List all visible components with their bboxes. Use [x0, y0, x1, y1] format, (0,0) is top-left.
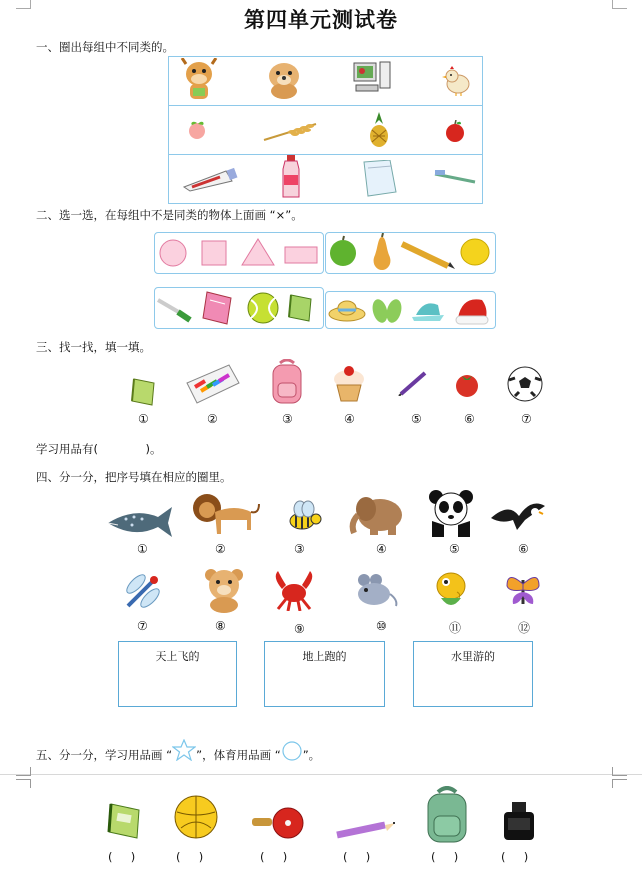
dog-image[interactable] — [265, 60, 303, 100]
soccer-ball-image[interactable] — [507, 366, 543, 402]
pen-image[interactable] — [398, 370, 428, 396]
page-title: 第四单元测试卷 — [244, 7, 398, 32]
q5-text-after: ”。 — [302, 748, 321, 762]
cap-image[interactable] — [410, 297, 446, 325]
q3-number-1: ① — [138, 412, 149, 426]
q5-paren-4[interactable]: ( ) — [343, 850, 371, 864]
dragonfly-image[interactable] — [122, 572, 162, 612]
category-label-sky: 天上飞的 — [155, 650, 200, 663]
q5-paren-2[interactable]: ( ) — [176, 850, 204, 864]
whale-shark-image[interactable] — [104, 505, 174, 539]
category-box-sky[interactable] — [118, 641, 237, 707]
backpack-image[interactable] — [270, 359, 304, 405]
question-5-text — [36, 747, 320, 763]
straw-hat-image[interactable] — [328, 296, 366, 322]
towel-image[interactable] — [362, 160, 398, 198]
q4-number-7: ⑦ — [137, 619, 148, 633]
q4-number-8: ⑧ — [215, 619, 226, 633]
tomato-image[interactable] — [453, 370, 481, 398]
lobster-image[interactable] — [268, 567, 320, 611]
q5-pencil-image[interactable] — [335, 819, 397, 839]
book-image[interactable] — [130, 377, 158, 407]
chicken-image[interactable] — [442, 66, 472, 96]
wheat-image[interactable] — [262, 122, 318, 142]
square-shape[interactable] — [201, 240, 227, 266]
butterfly-image[interactable] — [503, 570, 543, 610]
q4-number-12: ⑫ — [518, 621, 531, 635]
page-corner-left — [16, 767, 31, 776]
toothbrush-image[interactable] — [433, 170, 477, 186]
lion-image[interactable] — [191, 490, 261, 540]
green-apple-image[interactable] — [328, 235, 358, 267]
q4-number-4: ④ — [376, 542, 387, 556]
mouse-image[interactable] — [350, 572, 400, 608]
crayons-image[interactable] — [183, 363, 241, 407]
knife-image[interactable] — [156, 296, 192, 324]
q5-text-before: 五、分一分，学习用品画 “ — [36, 748, 173, 762]
question-1-text: 一、圈出每组中不同类的。 — [36, 40, 174, 54]
top-rule-left — [16, 0, 31, 9]
cow-image[interactable] — [178, 58, 220, 102]
q3-number-2: ② — [207, 412, 218, 426]
lemon-image[interactable] — [459, 237, 491, 267]
q3-number-7: ⑦ — [521, 412, 532, 426]
slippers-image[interactable] — [370, 298, 404, 324]
panda-image[interactable] — [426, 489, 476, 539]
computer-image[interactable] — [352, 61, 394, 95]
question-2-text: 二、选一选，在每组中不是同类的物体上面画 “×”。 — [36, 208, 303, 222]
triangle-shape[interactable] — [241, 238, 275, 266]
q4-number-11: ⑪ — [449, 621, 462, 635]
q5-book-image[interactable] — [105, 800, 145, 840]
q5-paren-3[interactable]: ( ) — [260, 850, 288, 864]
q3-number-3: ③ — [282, 412, 293, 426]
pencil-image[interactable] — [400, 240, 456, 270]
q3-number-4: ④ — [344, 412, 355, 426]
q5-text-middle: ”，体育用品画 “ — [196, 748, 281, 762]
toothpaste-image[interactable] — [182, 167, 238, 193]
pineapple-image[interactable] — [367, 112, 391, 148]
category-label-water: 水里游的 — [451, 650, 495, 663]
fish-image[interactable] — [431, 568, 471, 612]
q4-number-3: ③ — [294, 542, 305, 556]
page-corner-right-2 — [612, 779, 627, 788]
rectangle-shape[interactable] — [284, 246, 318, 264]
q4-number-2: ② — [215, 542, 226, 556]
q3-answer-line[interactable]: 学习用品有( )。 — [36, 442, 162, 456]
eagle-image[interactable] — [489, 498, 547, 534]
elephant-image[interactable] — [348, 493, 406, 537]
apple-image[interactable] — [444, 120, 466, 142]
category-box-water[interactable] — [413, 641, 533, 707]
page-corner-left-2 — [16, 779, 31, 788]
question-3-text: 三、找一找，填一填。 — [36, 340, 151, 354]
page-break-line — [0, 774, 642, 775]
ping-pong-paddle-image[interactable] — [250, 806, 306, 840]
bee-image[interactable] — [280, 499, 324, 535]
q4-number-10: ⑩ — [376, 619, 387, 633]
q3-number-6: ⑥ — [464, 412, 475, 426]
q5-paren-1[interactable]: ( ) — [108, 850, 136, 864]
category-label-land: 地上跑的 — [302, 650, 347, 663]
yogurt-bottle-image[interactable] — [281, 155, 301, 199]
bear-cub-image[interactable] — [202, 567, 246, 613]
circle-shape[interactable] — [159, 239, 187, 267]
star-icon — [172, 739, 196, 761]
volleyball-image[interactable] — [173, 794, 219, 840]
q4-number-5: ⑤ — [449, 542, 460, 556]
top-rule-right — [612, 0, 627, 9]
q4-number-6: ⑥ — [518, 542, 529, 556]
santa-hat-image[interactable] — [452, 294, 492, 326]
q5-paren-6[interactable]: ( ) — [501, 850, 529, 864]
tennis-ball-image[interactable] — [247, 292, 279, 324]
pear-image[interactable] — [370, 233, 394, 271]
q5-backpack-image[interactable] — [424, 786, 470, 844]
q4-number-1: ① — [137, 542, 148, 556]
q4-number-9: ⑨ — [294, 622, 305, 636]
ink-bottle-image[interactable] — [500, 800, 538, 842]
q3-number-5: ⑤ — [411, 412, 422, 426]
category-box-land[interactable] — [264, 641, 385, 707]
green-book-image[interactable] — [287, 293, 315, 323]
cupcake-image[interactable] — [332, 365, 366, 403]
peach-image[interactable] — [186, 120, 208, 140]
question-4-text: 四、分一分，把序号填在相应的圈里。 — [36, 470, 232, 484]
circle-icon — [281, 741, 303, 761]
q5-paren-5[interactable]: ( ) — [431, 850, 459, 864]
page-corner-right — [612, 767, 627, 776]
notebook-image[interactable] — [201, 290, 235, 326]
